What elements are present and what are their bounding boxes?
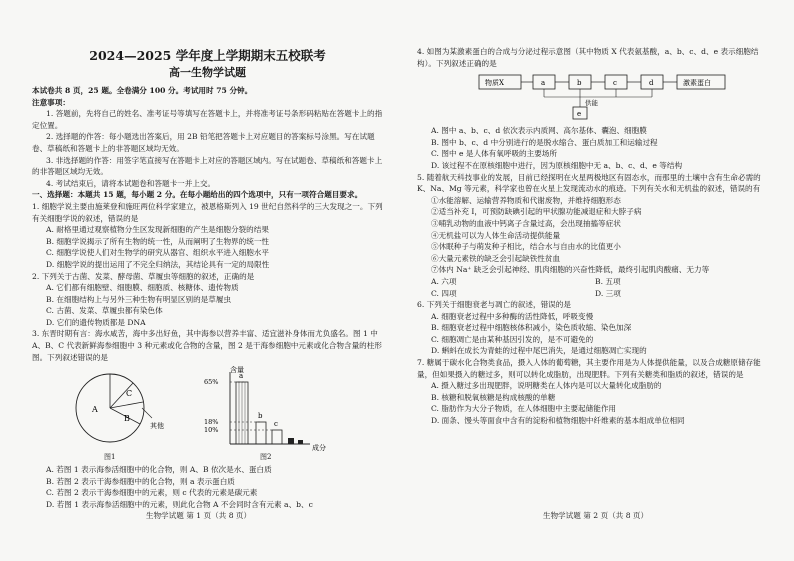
q6-option-c: C. 细胞凋亡是由某种基因引发的，是不可避免的: [431, 334, 594, 344]
flow-node-e: e: [577, 110, 582, 119]
q1-stem: 1. 细胞学说主要由施莱登和施旺两位科学家建立，被恩格斯列入 19 世纪自然科学的三大发现之一。下列有关细胞学说的叙述，错误的是: [32, 201, 383, 223]
pie-label-a: A: [92, 405, 98, 415]
q5-item-1: ①水能溶解、运输营养物质和代谢废物，并维持细胞形态: [431, 195, 621, 205]
q5-item-6: ⑥大量元素铁的缺乏会引起缺铁性贫血: [431, 253, 561, 263]
q6-option-d: D. 蝌蚪在成长为青蛙的过程中尾巴消失，是通过细胞凋亡实现的: [431, 346, 647, 356]
x-axis-label: 成分: [312, 444, 326, 453]
secretion-flowchart: [477, 73, 777, 123]
q5-option-d: D. 三项: [595, 288, 621, 298]
bar-b: [256, 422, 266, 444]
y-tick-65: 65%: [204, 378, 219, 387]
flow-supply-label: 供能: [585, 99, 598, 108]
q2-option-b: B. 在细胞结构上与另外三种生物有明显区别的是草履虫: [46, 294, 232, 304]
note-3: 3. 非选择题的作答：用签字笔直接写在答题卡上对应的答题区域内。写在试题卷、草稿纸和答题卡上的非答题区域均无效。: [32, 155, 383, 177]
bar-c: [272, 430, 282, 444]
q2-stem: 2. 下列关于古菌、发菜、酵母菌、草履虫等细胞的叙述，正确的是: [32, 271, 255, 281]
y-tick-10: 10%: [204, 426, 219, 435]
bar-label-b: b: [258, 412, 263, 421]
q5-stem: 5. 随着航天科技事业的发展，目前已经探明在火星两极地区有固态水，而那里的土壤中含有生命必需的 K、Na、Mg 等元素，科学家也曾在火星上发现流动水的痕迹。下列有关水和无机盐的叙述，错误的有: [417, 172, 761, 194]
q7-option-d: D. 面条、馒头等面食中含有的淀粉和植物细胞中纤维素的基本组成单位相同: [431, 416, 685, 426]
q5-option-c: C. 四项: [431, 288, 457, 298]
q3-figures: [62, 366, 383, 462]
q7-option-c: C. 脂肪作为大分子物质，在人体细胞中主要起储能作用: [431, 404, 617, 414]
q4-flow-diagram: [477, 73, 764, 121]
y-tick-18: 18%: [204, 418, 219, 427]
bar-label-a: a: [239, 372, 244, 381]
note-2: 2. 选择题的作答：每小题选出答案后，用 2B 铅笔把答题卡上对应题目的答案标号涂黑。写在试题卷、草稿纸和答题卡上的非答题区域均无效。: [32, 132, 375, 153]
figure-1-caption: 图1: [104, 453, 116, 462]
pie-label-other: 其他: [150, 422, 164, 431]
flow-end-label: 激素蛋白: [683, 79, 711, 88]
q1-option-d: D. 细胞学说的提出运用了不完全归纳法，其结论具有一定的局限性: [46, 259, 270, 269]
flow-node-b: b: [577, 79, 582, 88]
q4-stem: 4. 如图为某激素蛋白的合成与分泌过程示意图（其中物质 X 代表氨基酸，a、b、c、d、e 表示细胞结构）。下列叙述正确的是: [417, 47, 759, 68]
q5-options-row-2: [417, 288, 764, 300]
bar-label-c: c: [274, 420, 278, 429]
q5-option-b: B. 五项: [595, 276, 621, 286]
page-footer-2: 生物学试题 第 2 页（共 8 页）: [542, 511, 649, 520]
q6-option-b: B. 细胞衰老过程中细胞核体积减小，染色质收缩、染色加深: [431, 323, 632, 333]
q3-option-b: B. 若图 2 表示干海参细胞中的化合物，则 a 表示蛋白质: [46, 476, 235, 486]
bar-chart: [200, 366, 340, 452]
flow-node-c: c: [613, 79, 617, 88]
q4-option-b: B. 图中 b、c、d 中分别进行的是脱水缩合、蛋白质加工和运输过程: [431, 137, 658, 147]
q5-item-3: ③哺乳动物的血液中钙离子含量过高，会出现抽搐等症状: [431, 218, 621, 228]
q6-option-a: A. 细胞衰老过程中多种酶的活性降低，呼吸变慢: [431, 311, 594, 321]
page-footer-1: 生物学试题 第 1 页（共 8 页）: [145, 511, 252, 520]
q3-figure-2: [200, 366, 340, 462]
page-right: [397, 0, 794, 561]
exam-intro: 本试卷共 8 页，25 题。全卷满分 100 分。考试用时 75 分钟。: [32, 86, 253, 95]
figure-2-caption: 图2: [260, 453, 272, 462]
y-axis-label: 含量: [230, 366, 244, 375]
exam-title: 2024—2025 学年度上学期期末五校联考: [89, 48, 326, 63]
note-4: 4. 考试结束后，请将本试题卷和答题卡一并上交。: [46, 178, 216, 188]
q2-option-a: A. 它们都有细胞壁、细胞膜、细胞质、核糖体、遗传物质: [46, 283, 239, 293]
q1-option-b: B. 细胞学说揭示了所有生物的统一性，从而阐明了生物界的统一性: [46, 236, 270, 246]
q3-option-c: C. 若图 2 表示干海参细胞中的元素，则 c 代表的元素是碳元素: [46, 488, 258, 498]
q3-figure-1: [62, 366, 182, 462]
flow-start-label: 物质X: [485, 79, 504, 88]
q1-option-c: C. 细胞学说使人们对生物学的研究从器官、组织水平进入细胞水平: [46, 248, 269, 258]
q2-option-d: D. 它们的遗传物质都是 DNA: [46, 317, 146, 327]
q2-option-c: C. 古菌、发菜、草履虫都有染色体: [46, 306, 163, 316]
q5-item-7: ⑦体内 Na⁺ 缺乏会引起神经、肌肉细胞的兴奋性降低，最终引起肌肉酸痛、无力等: [431, 265, 710, 275]
q3-stem: 3. 东晋时期有言：海水咸苦，海中多出好鱼，其中海参以营养丰富、适宜滋补身体而尤负盛名。图 1 中 A、B、C 代表新鲜海参细胞中 3 种元素或化合物的含量，图 2 是干海参细胞中元素或化合物含量的柱形图。下列叙述错误的是: [32, 329, 382, 362]
exam-subtitle: 高一生物学试题: [169, 66, 246, 79]
bar-small: [298, 440, 303, 444]
pie-label-b: B: [124, 414, 130, 424]
pie-label-c: C: [126, 389, 133, 399]
bar-small: [288, 438, 294, 444]
flow-node-d: d: [649, 79, 654, 88]
notes-heading: 注意事项：: [32, 97, 70, 107]
pie-chart: [62, 366, 182, 452]
q6-stem: 6. 下列关于细胞衰老与凋亡的叙述，错误的是: [417, 300, 571, 310]
q1-option-a: A. 耐格里通过观察植物分生区发现新细胞的产生是细胞分裂的结果: [46, 225, 269, 235]
note-1: 1. 答题前，先将自己的姓名、准考证号等填写在答题卡上，并将准考证号条形码粘贴在答题卡上的指定位置。: [32, 109, 383, 130]
q3-option-a: A. 若图 1 表示海参活细胞中的化合物，则 A、B 依次是水、蛋白质: [46, 465, 272, 475]
q5-options-row-1: [417, 276, 764, 288]
q5-item-5: ⑤休眠种子与萌发种子相比，结合水与自由水的比值更小: [431, 242, 621, 252]
q4-option-d: D. 该过程不在原核细胞中进行，因为原核细胞中无 a、b、c、d、e 等结构: [431, 160, 683, 170]
flow-node-a: a: [541, 79, 546, 88]
q5-option-a: A. 六项: [431, 276, 457, 286]
q7-stem: 7. 糖属于碳水化合物类食品，摄入人体的葡萄糖，其主要作用是为人体提供能量，以及合成糖原储存能量，但如果摄入的糖过多，则可以转化成脂肪，出现肥胖。下列有关糖类和脂质的叙述，错误的是: [417, 358, 761, 379]
q4-option-c: C. 图中 e 是人体有氧呼吸的主要场所: [431, 149, 557, 159]
q4-option-a: A. 图中 a、b、c、d 依次表示内质网、高尔基体、囊泡、细胞膜: [431, 126, 647, 136]
q5-item-4: ④无机盐可以为人体生命活动提供能量: [431, 230, 561, 240]
q7-option-a: A. 摄入糖过多出现肥胖，说明糖类在人体内是可以大量转化成脂肪的: [431, 381, 662, 391]
q7-option-b: B. 核糖和脱氧核糖是构成核酸的单糖: [431, 392, 556, 402]
q3-option-d: D. 若图 1 表示海参活细胞中的元素，则此化合物 A 不会同时含有元素 a、b、c: [46, 500, 313, 510]
q5-item-2: ②适当补充 I，可预防缺碘引起的甲状腺功能减退症和大脖子病: [431, 207, 642, 217]
section-1-heading: 一、选择题：本题共 15 题，每小题 2 分。在每小题给出的四个选项中，只有一项符合题目要求。: [32, 190, 363, 200]
